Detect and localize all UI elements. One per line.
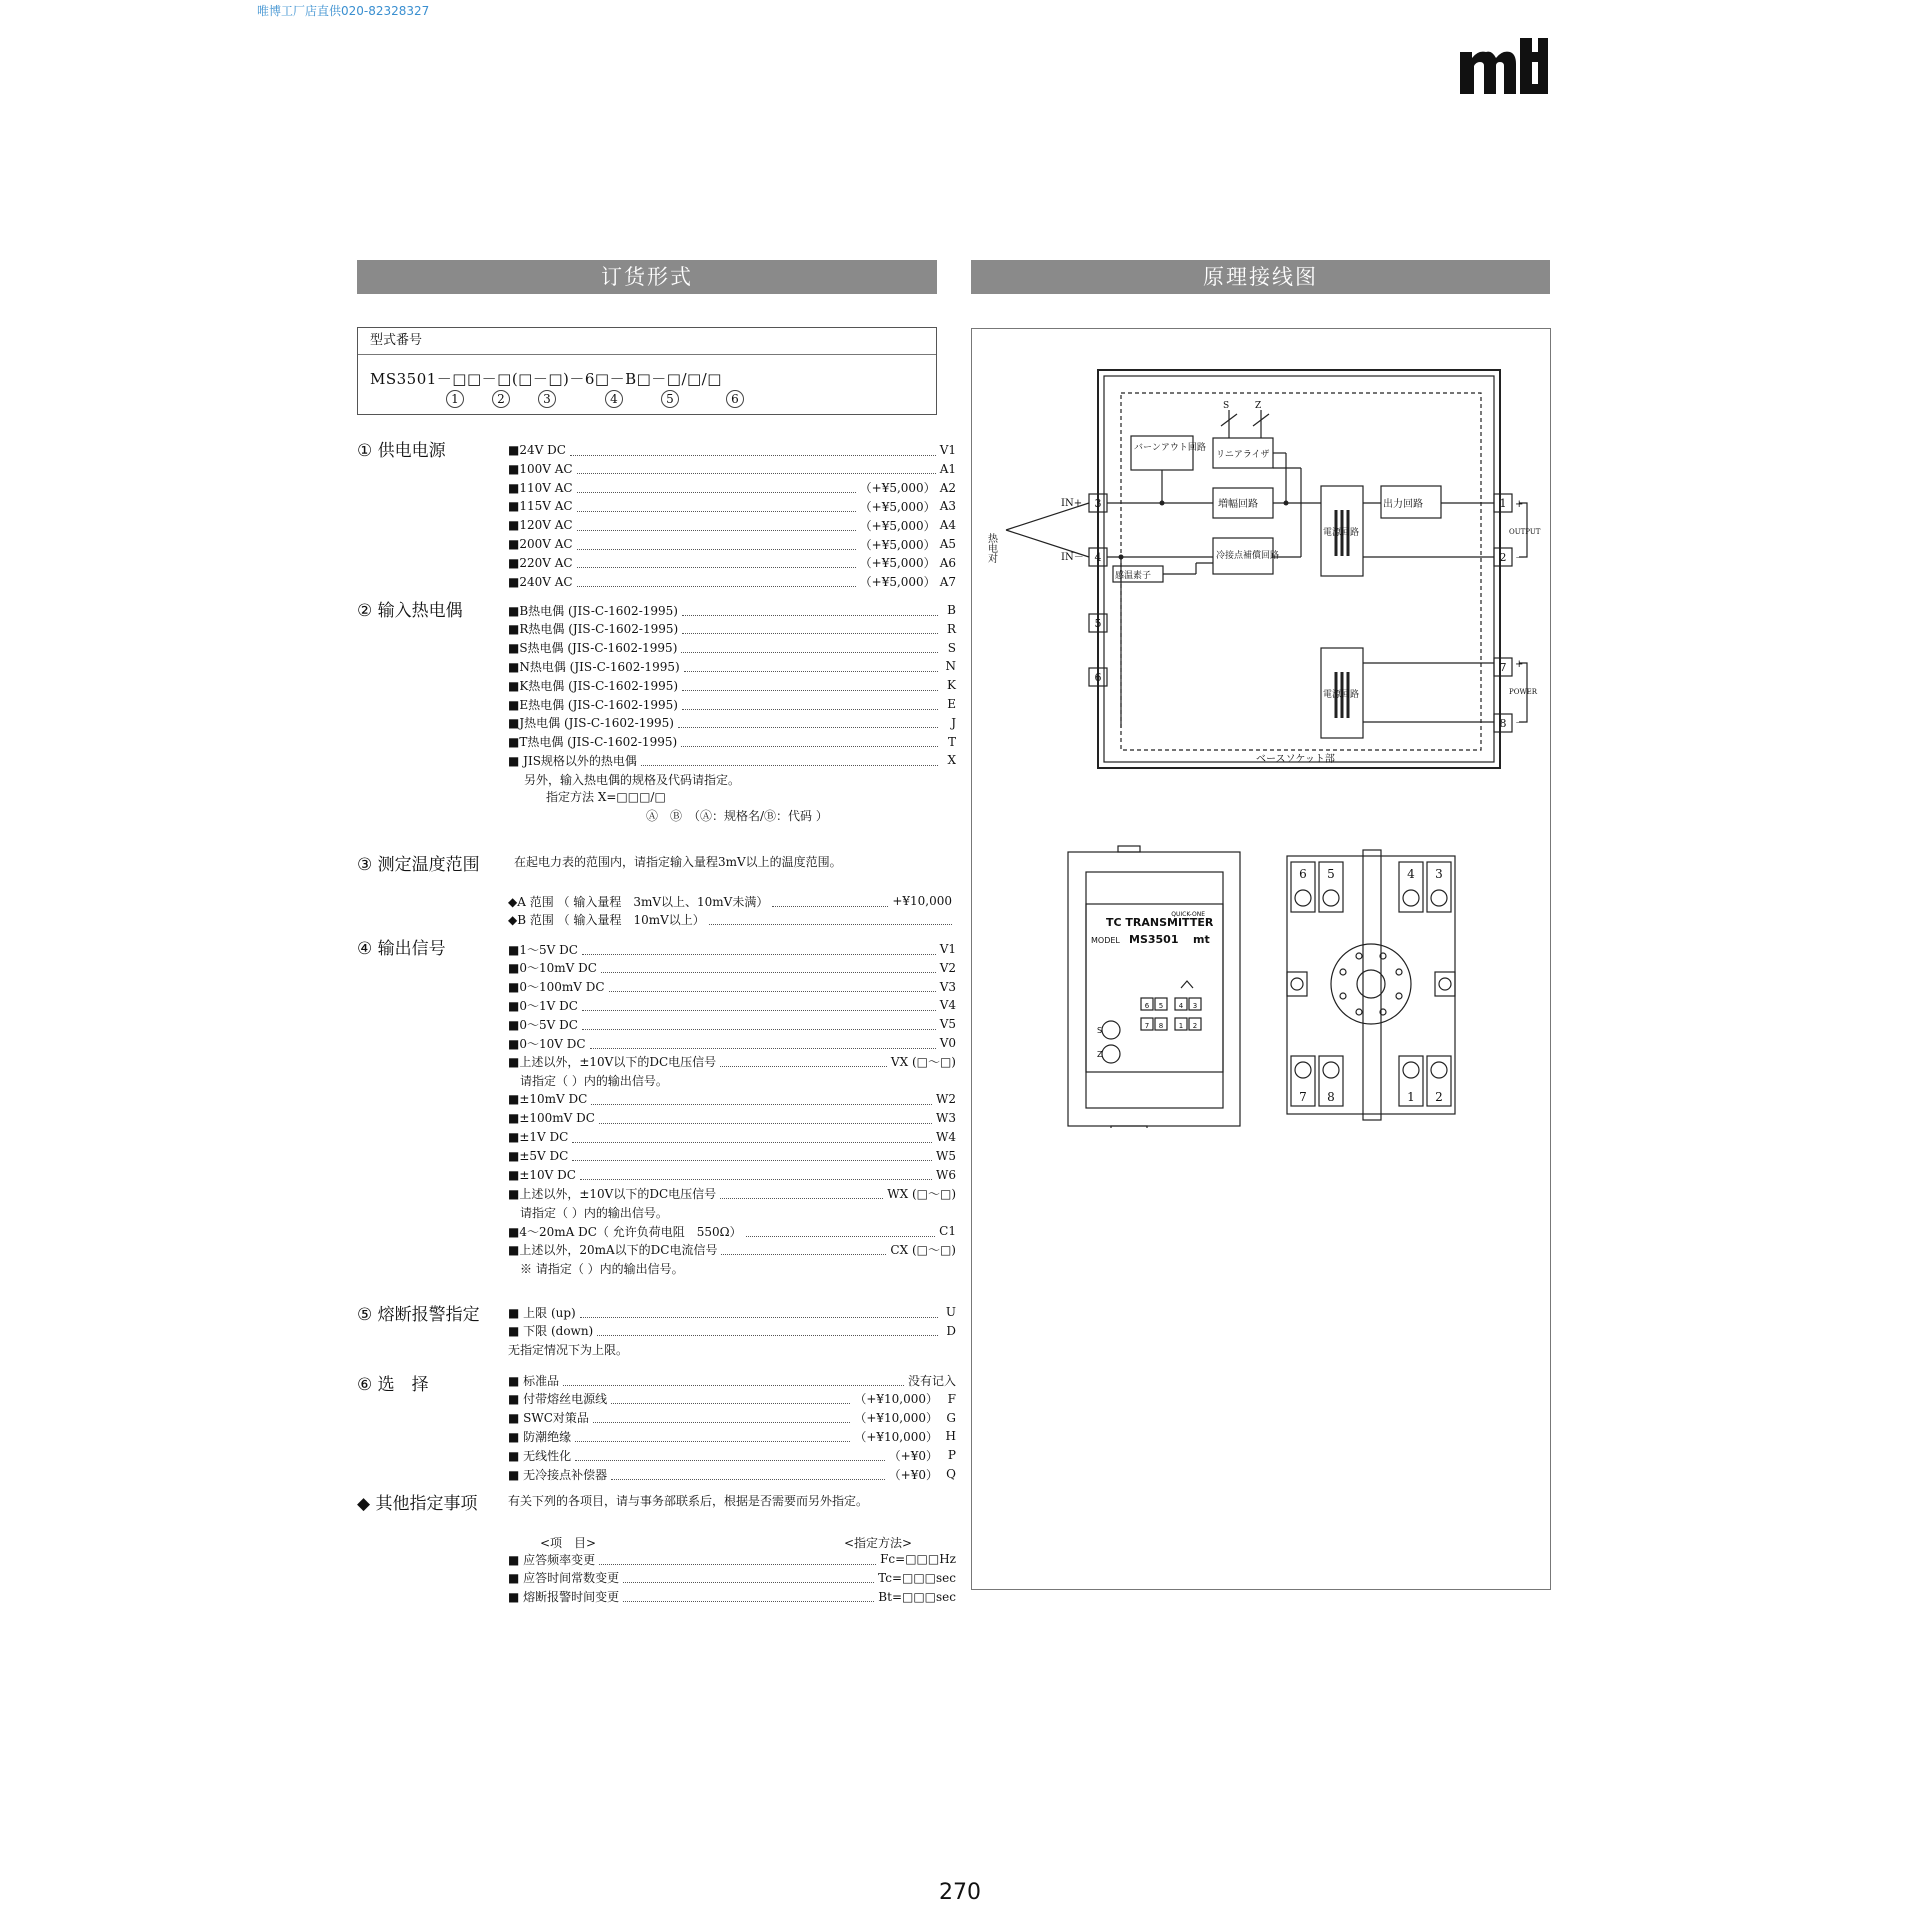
terminal-6: 6 [1094, 671, 1102, 684]
s-adjust-label: S [1223, 401, 1230, 411]
order-item-label: ■ 下限 (down) [508, 1324, 594, 1339]
order-item-row [508, 573, 956, 591]
order-item-row [508, 1166, 956, 1184]
power-plus: + [1515, 659, 1524, 670]
order-item-code: A7 [939, 574, 956, 589]
thermocouple-label: 热电对 [985, 533, 997, 563]
order-item-row [508, 1465, 956, 1483]
device-model-label: MODEL [1091, 936, 1120, 945]
order-item-price: （+¥5,000） [859, 499, 936, 514]
device-product-name: TC TRANSMITTER [1106, 916, 1214, 929]
order-item-label: ■±10mV DC [508, 1092, 588, 1107]
page-number: 270 [939, 1880, 981, 1905]
device-terminal-key: 6 [1144, 1002, 1150, 1010]
section-title-output: ④ 输出信号 [357, 939, 446, 959]
order-item-label: ■±100mV DC [508, 1111, 595, 1126]
order-item-label: ※ 请指定（ ）内的输出信号。 [508, 1262, 684, 1277]
device-brand: QUICK-ONE [1171, 911, 1205, 918]
leader-dots [582, 1000, 936, 1011]
terminal-5: 5 [1094, 617, 1102, 630]
base-socket-label: ベースソケット部 [1256, 754, 1335, 765]
terminal-3: 3 [1094, 497, 1102, 510]
leader-dots [580, 1307, 938, 1318]
order-item-row [508, 497, 956, 515]
leader-dots [597, 1325, 938, 1336]
order-item-row [508, 1390, 956, 1408]
order-item-label: ■1～5V DC [508, 942, 578, 957]
code-marker: 6 [726, 390, 744, 408]
order-item-row [508, 1072, 956, 1090]
order-item-row [508, 657, 956, 675]
order-item-row [508, 1588, 956, 1606]
leader-dots [678, 717, 938, 728]
device-s-label: S [1097, 1026, 1103, 1035]
order-item-code: Tc=□□□sec [878, 1570, 956, 1585]
order-item-label: ■K热电偶 (JIS-C-1602-1995) [508, 678, 679, 693]
order-item-label: 请指定（ ）内的输出信号。 [508, 1074, 668, 1089]
leader-dots [623, 1572, 874, 1583]
order-item-code: E [947, 697, 956, 711]
order-section-header: 订货形式 [357, 260, 937, 294]
code-marker: 1 [446, 390, 464, 408]
order-item-label: ■N热电偶 (JIS-C-1602-1995) [508, 659, 680, 674]
leader-dots [601, 962, 936, 973]
order-item-price: （+¥5,000） [859, 556, 936, 571]
order-item-label: ■ 防潮绝缘 [508, 1429, 572, 1444]
order-item-code: T [947, 734, 956, 749]
in-plus-label: IN+ [1061, 498, 1083, 509]
z-adjust-label: Z [1255, 401, 1262, 411]
order-item-price: （+¥10,000） [854, 1392, 938, 1407]
order-item-row [508, 1109, 956, 1127]
order-item-row [508, 639, 956, 657]
leader-dots [709, 914, 952, 925]
leader-dots [681, 642, 938, 653]
order-item-code: A1 [939, 461, 956, 476]
device-terminal-key: 7 [1144, 1022, 1150, 1030]
order-item-code: Q [946, 1467, 956, 1481]
order-item-row [508, 1550, 956, 1568]
order-item-label: ■ 应答频率变更 [508, 1552, 596, 1567]
mt-logo [1458, 36, 1550, 96]
order-item-price: （+¥0） [888, 1448, 938, 1463]
other-spec-text: 有关下列的各项目，请与事务部联系后，根据是否需要而另外指定。 [508, 1494, 869, 1508]
leader-dots [580, 1169, 932, 1180]
order-item-label: ■0～10mV DC [508, 961, 597, 976]
order-item-price: （+¥10,000） [854, 1429, 938, 1444]
order-item-label: 请指定（ ）内的输出信号。 [508, 1205, 668, 1220]
leader-dots [577, 539, 856, 550]
order-item-row [508, 554, 956, 572]
device-terminal-key: 1 [1178, 1022, 1184, 1030]
terminal-1: 1 [1499, 497, 1507, 510]
order-item-row [508, 1053, 956, 1071]
order-item-code: V1 [939, 942, 956, 956]
order-item-code: W2 [936, 1092, 956, 1107]
in-minus-label: IN－ [1061, 552, 1084, 563]
order-item-label: ■ 熔断报警时间变更 [508, 1590, 620, 1605]
order-item-row [508, 733, 956, 751]
order-item-label: ■120V AC [508, 518, 573, 533]
order-item-label: ■上述以外，±10V以下的DC电压信号 [508, 1186, 717, 1201]
order-item-code: P [947, 1448, 956, 1463]
order-item-label: ■0～10V DC [508, 1036, 586, 1051]
order-item-row [508, 1222, 956, 1240]
order-item-code: WX (□～□) [887, 1186, 956, 1201]
order-item-row [508, 479, 956, 497]
order-item-code: Fc=□□□Hz [880, 1552, 956, 1566]
order-item-label: ■ 无冷接点补偿器 [508, 1467, 608, 1482]
order-item-row [508, 1260, 956, 1278]
order-item-row [508, 516, 956, 534]
output-circuit-label: 出力回路 [1383, 499, 1423, 510]
order-item-row [508, 1203, 956, 1221]
order-item-row [508, 1427, 956, 1445]
code-marker: 3 [538, 390, 556, 408]
thermocouple-method-legend: Ⓐ Ⓑ （Ⓐ：规格名/Ⓑ：代码 ） [646, 809, 828, 823]
order-item-code: U [945, 1305, 956, 1319]
order-item-price: （+¥0） [888, 1467, 938, 1482]
leader-dots [575, 1450, 885, 1461]
order-item-price: （+¥5,000） [859, 537, 936, 552]
order-item-label: ■T热电偶 (JIS-C-1602-1995) [508, 735, 678, 750]
power-label: POWER [1509, 688, 1538, 696]
order-item-row [508, 892, 956, 910]
order-item-code: C1 [939, 1224, 956, 1238]
leader-dots [721, 1244, 886, 1255]
order-item-code: W6 [936, 1167, 956, 1182]
leader-dots [682, 623, 938, 634]
order-item-code: A6 [939, 555, 956, 570]
order-item-code: B [947, 603, 956, 617]
order-item-code: W3 [936, 1111, 956, 1126]
leader-dots [684, 661, 938, 672]
socket-number: 4 [1407, 867, 1415, 881]
order-item-code: G [946, 1410, 956, 1425]
section-title-other: ◆ 其他指定事项 [357, 1494, 478, 1514]
order-item-code: CX (□～□) [890, 1243, 956, 1258]
output-label: OUTPUT [1509, 528, 1541, 536]
leader-dots [577, 501, 856, 512]
order-item-row [508, 441, 956, 459]
watermark-text: 唯博工厂店直供020-82328327 [257, 4, 430, 18]
section-title-thermocouple: ② 输入热电偶 [357, 601, 463, 621]
order-item-row [508, 1184, 956, 1202]
leader-dots [682, 605, 938, 616]
linearizer-label: リニアライザ [1216, 450, 1270, 460]
order-item-label: ■ 付带熔丝电源线 [508, 1392, 608, 1407]
order-item-label: ■240V AC [508, 574, 573, 589]
order-item-row [508, 1241, 956, 1259]
order-item-row [508, 535, 956, 553]
leader-dots [599, 1554, 876, 1565]
order-item-row [508, 911, 956, 929]
model-number-label: 型式番号 [358, 328, 936, 355]
order-item-row [508, 1371, 956, 1389]
leader-dots [641, 755, 938, 766]
leader-dots [682, 680, 938, 691]
leader-dots [590, 1038, 936, 1049]
leader-dots [577, 557, 856, 568]
order-item-label: ■0～100mV DC [508, 980, 605, 995]
terminal-8: 8 [1499, 717, 1507, 730]
leader-dots [682, 699, 938, 710]
power-circuit-label: 電源回路 [1323, 528, 1360, 538]
socket-number: 1 [1407, 1090, 1415, 1104]
order-item-code: A3 [939, 499, 956, 514]
device-terminal-key: 3 [1192, 1002, 1198, 1010]
order-item-row [508, 1446, 956, 1464]
order-item-label: ■±5V DC [508, 1148, 569, 1163]
model-number-code: MS3501－□□－□(□－□)－6□－B□－□/□/□ [370, 370, 722, 388]
thermocouple-method: 指定方法 X=□□□/□ [546, 790, 666, 804]
section-title-burnout: ⑤ 熔断报警指定 [357, 1305, 480, 1325]
device-model: MS3501 [1129, 933, 1179, 946]
code-marker: 5 [661, 390, 679, 408]
order-item-code: A2 [939, 480, 956, 495]
order-item-label: ■上述以外，±10V以下的DC电压信号 [508, 1055, 717, 1070]
leader-dots [582, 944, 936, 955]
leader-dots [772, 896, 888, 907]
order-item-row [508, 1569, 956, 1587]
order-item-row [508, 940, 956, 958]
order-item-label: ■4～20mA DC（ 允许负荷电阻 550Ω） [508, 1224, 742, 1239]
order-item-label: ■ JIS规格以外的热电偶 [508, 753, 637, 768]
sensor-label: 感温素子 [1115, 571, 1152, 581]
order-item-code: V1 [939, 443, 956, 457]
leader-dots [720, 1188, 883, 1199]
order-item-label: ■J热电偶 (JIS-C-1602-1995) [508, 716, 674, 731]
order-item-row [508, 751, 956, 769]
leader-dots [720, 1056, 887, 1067]
wiring-section-header: 原理接线图 [971, 260, 1550, 294]
order-item-row [508, 996, 956, 1014]
order-item-label: ■ 标准品 [508, 1373, 560, 1388]
order-item-row [508, 676, 956, 694]
order-item-row [508, 1147, 956, 1165]
order-item-label: ■24V DC [508, 443, 566, 457]
leader-dots [572, 1132, 932, 1143]
order-item-row [508, 1034, 956, 1052]
device-terminal-key: 4 [1178, 1002, 1184, 1010]
order-item-code: V2 [939, 960, 956, 975]
order-item-label: ■±10V DC [508, 1167, 576, 1182]
order-item-code: H [945, 1429, 956, 1444]
order-item-code: Bt=□□□sec [878, 1589, 956, 1604]
leader-dots [563, 1375, 904, 1386]
terminal-7: 7 [1499, 661, 1507, 674]
leader-dots [577, 520, 856, 531]
order-item-row [508, 1303, 956, 1321]
order-item-price: （+¥5,000） [859, 481, 936, 496]
order-item-price: （+¥10,000） [854, 1411, 938, 1426]
order-item-row [508, 1090, 956, 1108]
leader-dots [611, 1393, 850, 1404]
leader-dots [609, 981, 936, 992]
order-item-label: ■115V AC [508, 499, 573, 514]
thermocouple-note: 另外，输入热电偶的规格及代码请指定。 [524, 773, 741, 787]
order-item-code: V5 [939, 1017, 956, 1032]
terminal-2: 2 [1499, 551, 1507, 564]
leader-dots [591, 1094, 932, 1105]
socket-number: 3 [1435, 867, 1443, 881]
order-item-row [508, 620, 956, 638]
leader-dots [681, 736, 938, 747]
other-col-method: <指定方法> [844, 1536, 913, 1550]
order-item-code: V4 [939, 998, 956, 1013]
output-minus: － [1515, 553, 1525, 564]
cjc-label: 冷接点補償回路 [1216, 551, 1280, 561]
order-item-price: （+¥5,000） [859, 518, 936, 533]
amplifier-label: 増幅回路 [1218, 499, 1258, 510]
order-item-code: X [947, 753, 956, 768]
order-item-label: ■B热电偶 (JIS-C-1602-1995) [508, 603, 678, 618]
order-item-code: R [946, 621, 956, 636]
order-item-code: D [946, 1323, 956, 1338]
power-circuit-label-2: 電源回路 [1323, 690, 1360, 700]
order-item-label: ◆A 范围 （ 输入量程 3mV以上、10mV未满） [508, 894, 769, 909]
order-item-label: ■ 应答时间常数变更 [508, 1571, 620, 1586]
order-item-label: ■110V AC [508, 480, 573, 495]
order-item-label: ■±1V DC [508, 1130, 569, 1144]
leader-dots [623, 1591, 874, 1602]
order-item-code: VX (□～□) [890, 1055, 956, 1070]
order-item-label: ■200V AC [508, 537, 573, 551]
order-item-code: V0 [939, 1036, 956, 1050]
order-item-code: V3 [939, 979, 956, 994]
section-title-temperature-range: ③ 测定温度范围 [357, 855, 480, 875]
order-item-label: ■0～5V DC [508, 1017, 578, 1032]
leader-dots [577, 576, 856, 587]
order-item-row [508, 695, 956, 713]
order-item-label: ■上述以外，20mA以下的DC电流信号 [508, 1243, 718, 1258]
order-item-row [508, 1341, 956, 1359]
order-item-code: J [951, 715, 956, 730]
burnout-circuit-label: バーンアウト回路 [1134, 443, 1206, 453]
section-title-options: ⑥ 选 择 [357, 1375, 429, 1395]
leader-dots [572, 1150, 932, 1161]
order-item-code: S [947, 640, 956, 655]
leader-dots [575, 1431, 850, 1442]
leader-dots [577, 482, 856, 493]
terminal-4: 4 [1094, 551, 1102, 564]
order-item-row [508, 714, 956, 732]
leader-dots [582, 1019, 936, 1030]
device-logo: mt [1193, 933, 1210, 946]
leader-dots [577, 463, 936, 474]
order-item-row [508, 1322, 956, 1340]
output-plus: + [1515, 499, 1524, 510]
socket-number: 8 [1327, 1090, 1335, 1104]
order-item-row [508, 460, 956, 478]
order-item-row [508, 1409, 956, 1427]
leader-dots [746, 1226, 936, 1237]
order-item-code: W5 [936, 1148, 956, 1163]
device-terminal-key: 8 [1158, 1022, 1164, 1030]
order-item-row [508, 959, 956, 977]
order-item-label: 无指定情况下为上限。 [508, 1343, 629, 1358]
order-item-code: A5 [939, 537, 956, 551]
section-title-power: ① 供电电源 [357, 441, 446, 461]
order-item-label: ■R热电偶 (JIS-C-1602-1995) [508, 622, 679, 637]
socket-number: 5 [1327, 867, 1335, 881]
order-item-row [508, 978, 956, 996]
order-item-code: 没有记入 [907, 1373, 956, 1388]
wiring-diagram [971, 328, 1551, 1128]
power-minus: － [1515, 718, 1525, 729]
order-item-label: ■0～1V DC [508, 998, 578, 1013]
other-col-item: <项 目> [540, 1536, 597, 1550]
order-item-label: ■ 无线性化 [508, 1448, 572, 1463]
order-item-code: W4 [936, 1130, 956, 1144]
order-item-row [508, 1015, 956, 1033]
order-item-row [508, 1128, 956, 1146]
order-item-price: +¥10,000 [892, 894, 952, 908]
order-item-label: ■ SWC对策品 [508, 1411, 589, 1426]
order-item-label: ■220V AC [508, 555, 573, 570]
device-terminal-key: 5 [1158, 1002, 1164, 1010]
leader-dots [593, 1412, 850, 1423]
order-item-label: ■E热电偶 (JIS-C-1602-1995) [508, 697, 678, 712]
model-number-box [357, 327, 937, 415]
order-item-code: K [947, 678, 956, 693]
temperature-range-text: 在起电力表的范围内，请指定输入量程3mV以上的温度范围。 [514, 855, 842, 869]
leader-dots [570, 445, 936, 456]
order-item-label: ■100V AC [508, 461, 573, 476]
leader-dots [599, 1113, 932, 1124]
order-item-row [508, 601, 956, 619]
socket-number: 7 [1299, 1090, 1307, 1104]
code-marker: 4 [605, 390, 623, 408]
device-terminal-key: 2 [1192, 1022, 1198, 1030]
order-item-price: （+¥5,000） [859, 575, 936, 590]
order-item-label: ■S热电偶 (JIS-C-1602-1995) [508, 641, 678, 656]
code-marker: 2 [492, 390, 510, 408]
socket-number: 6 [1299, 867, 1307, 881]
device-z-label: Z [1097, 1050, 1103, 1059]
order-item-code: F [947, 1391, 956, 1406]
order-item-code: A4 [939, 518, 956, 533]
order-item-label: ◆B 范围 （ 输入量程 10mV以上） [508, 913, 705, 928]
order-item-label: ■ 上限 (up) [508, 1305, 576, 1320]
leader-dots [611, 1469, 885, 1480]
socket-number: 2 [1435, 1090, 1443, 1104]
order-item-code: N [945, 659, 956, 674]
